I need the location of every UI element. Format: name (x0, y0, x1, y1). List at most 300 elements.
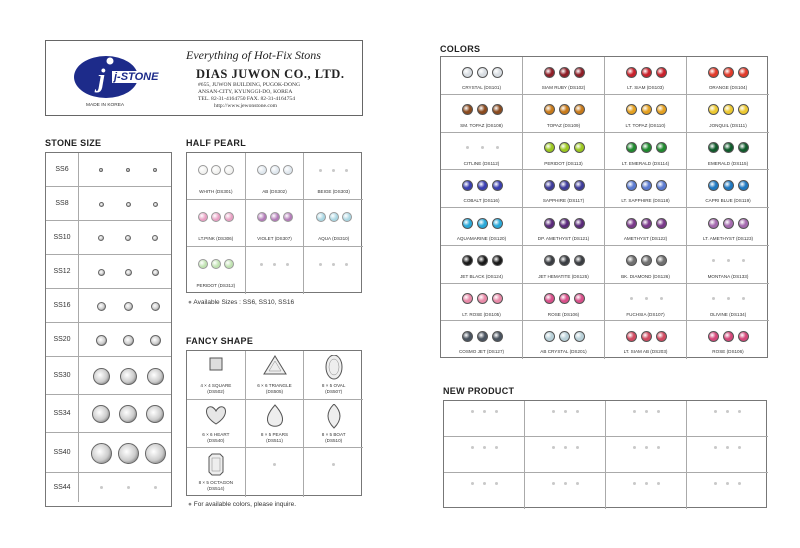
stone-size-title: STONE SIZE (45, 138, 102, 148)
rhinestone-swatch (738, 180, 749, 191)
stone-size-row (46, 323, 171, 357)
fancy-shape-cell (304, 351, 363, 400)
rhinestone-swatch (544, 293, 555, 304)
fancy-shape-code: (DS502) (207, 389, 225, 394)
crystal-stone (97, 302, 106, 311)
fancy-shape-code: (DS505) (265, 389, 284, 394)
placeholder-dot (738, 482, 741, 485)
new-product-cell (606, 437, 687, 473)
half-pearl-label: AB (DS302) (262, 189, 287, 194)
color-label: SAPPHIRE (DS117) (542, 198, 585, 204)
rhinestone-swatch (462, 218, 473, 229)
stone-size-row (46, 433, 171, 473)
placeholder-dot (633, 482, 636, 485)
crystal-stone (126, 168, 130, 172)
rhinestone-swatch (626, 218, 637, 229)
rhinestone-swatch (462, 331, 473, 342)
pearl-swatch (224, 259, 234, 269)
color-label: AMETHYST (DS122) (623, 236, 668, 241)
placeholder-dot (576, 482, 579, 485)
rhinestone-swatch (574, 180, 585, 191)
placeholder-dot (645, 410, 648, 413)
crystal-stone (146, 405, 164, 423)
pearl-swatch (198, 212, 208, 222)
rhinestone-swatch (574, 331, 585, 342)
color-label: LT. ROSE (DS105) (462, 311, 501, 317)
placeholder-dot (483, 410, 486, 413)
rhinestone-swatch (477, 104, 488, 115)
color-swatch-cell (523, 321, 605, 359)
crystal-stone (92, 405, 110, 423)
rhinestone-swatch (544, 142, 555, 153)
half-pearl-cell (304, 153, 363, 200)
placeholder-dot (332, 263, 335, 266)
crystal-stone (125, 235, 131, 241)
rhinestone-swatch (559, 293, 570, 304)
rhinestone-swatch (544, 104, 555, 115)
color-swatch-cell (523, 95, 605, 133)
placeholder-dot (481, 146, 484, 149)
new-product-cell (606, 473, 687, 509)
placeholder-dot (100, 486, 103, 489)
pearl-swatch (211, 212, 221, 222)
placeholder-dot (127, 486, 130, 489)
company-header (45, 40, 363, 116)
pearl-swatch (283, 212, 293, 222)
rhinestone-swatch (626, 180, 637, 191)
rhinestone-swatch (477, 180, 488, 191)
placeholder-dot (633, 410, 636, 413)
fancy-shape-cell (187, 351, 246, 400)
crystal-stone (153, 202, 158, 207)
crystal-stone (151, 302, 160, 311)
crystal-stone (145, 443, 166, 464)
color-swatch-cell (441, 246, 523, 284)
color-swatch-cell (441, 208, 523, 246)
crystal-stone (126, 202, 131, 207)
placeholder-dot (726, 410, 729, 413)
new-product-cell (444, 401, 525, 437)
inquire-text: For available colors, please inquire. (193, 501, 296, 508)
half-pearl-cell (187, 247, 246, 294)
rhinestone-swatch (626, 255, 637, 266)
rhinestone-swatch (723, 104, 734, 115)
color-swatch-cell (687, 208, 769, 246)
crystal-stone (150, 335, 161, 346)
color-label: SIAM RUBY (DS102) (541, 85, 586, 90)
placeholder-dot (471, 446, 474, 449)
color-swatch-cell (605, 246, 687, 284)
stone-size-label: SS44 (46, 473, 79, 502)
fancy-shape-grid (186, 350, 362, 496)
rhinestone-swatch (574, 104, 585, 115)
rhinestone-swatch (574, 67, 585, 78)
new-product-cell (687, 473, 768, 509)
stone-size-row (46, 473, 171, 502)
octagon-icon (198, 452, 234, 482)
new-product-cell (687, 437, 768, 473)
rhinestone-swatch (723, 142, 734, 153)
pearl-swatch (270, 212, 280, 222)
placeholder-dot (712, 259, 715, 262)
heart-icon (198, 404, 234, 434)
rhinestone-swatch (641, 142, 652, 153)
new-product-cell (444, 437, 525, 473)
rhinestone-swatch (492, 218, 503, 229)
rhinestone-swatch (738, 104, 749, 115)
crystal-stone (98, 269, 105, 276)
half-pearl-label: VIOLET (DS307) (257, 236, 292, 241)
rhinestone-swatch (559, 255, 570, 266)
half-pearl-cell (246, 200, 305, 247)
rhinestone-swatch (477, 293, 488, 304)
fancy-shape-code: (DS507) (325, 389, 343, 394)
address-line: ANSAN-CITY, KYUNGGI-DO, KOREA (198, 89, 293, 95)
pearl-swatch (283, 165, 293, 175)
color-swatch-cell (687, 284, 769, 322)
color-label: TOPAZ (DS109) (546, 122, 581, 128)
new-product-title: NEW PRODUCT (443, 386, 515, 396)
fancy-shape-title: FANCY SHAPE (186, 336, 254, 346)
color-label: AB CRYSTAL (DS201) (540, 349, 587, 355)
half-pearl-label: PERIDOT (DS312) (196, 283, 236, 288)
placeholder-dot (471, 410, 474, 413)
rhinestone-swatch (559, 218, 570, 229)
rhinestone-swatch (492, 180, 503, 191)
placeholder-dot (495, 446, 498, 449)
placeholder-dot (726, 482, 729, 485)
pearl-swatch (224, 212, 234, 222)
stone-size-label: SS10 (46, 221, 79, 254)
placeholder-dot (714, 482, 717, 485)
rhinestone-swatch (477, 255, 488, 266)
rhinestone-swatch (708, 67, 719, 78)
color-label: BK. DIAMOND (DS126) (621, 273, 670, 279)
tagline: Everything of Hot-Fix Stons (186, 48, 321, 62)
stone-size-label: SS20 (46, 323, 79, 356)
color-label: LT. AMETHYST (DS123) (702, 236, 754, 241)
pear-icon (257, 404, 293, 434)
color-label: LT. SAPPHIRE (DS118) (621, 198, 670, 204)
color-label: CAPRI BLUE (DS119) (705, 198, 751, 204)
rhinestone-swatch (559, 104, 570, 115)
rhinestone-swatch (492, 331, 503, 342)
half-pearl-cell (304, 247, 363, 294)
color-label: FUCHSIA (DS107) (626, 311, 665, 317)
placeholder-dot (466, 146, 469, 149)
new-product-cell (525, 437, 606, 473)
placeholder-dot (712, 297, 715, 300)
company-name: DIAS JUWON CO., LTD. (196, 67, 345, 81)
crystal-stone (99, 202, 104, 207)
stone-size-label: SS12 (46, 255, 79, 288)
placeholder-dot (319, 263, 322, 266)
rhinestone-swatch (626, 331, 637, 342)
rhinestone-swatch (574, 218, 585, 229)
rhinestone-swatch (574, 255, 585, 266)
color-swatch-cell (441, 133, 523, 171)
website-link[interactable]: http://www.jewonstone.com (214, 103, 278, 109)
color-swatch-cell (605, 133, 687, 171)
placeholder-dot (345, 169, 348, 172)
rhinestone-swatch (656, 331, 667, 342)
rhinestone-swatch (708, 142, 719, 153)
fancy-shape-code: (DS514) (207, 486, 225, 492)
placeholder-dot (332, 463, 335, 466)
color-label: COSMO JET (DS127) (458, 349, 505, 355)
color-swatch-cell (523, 57, 605, 95)
rhinestone-swatch (462, 180, 473, 191)
color-swatch-cell (523, 246, 605, 284)
half-pearl-cell (187, 153, 246, 200)
rhinestone-swatch (462, 67, 473, 78)
fancy-shape-label: 8 × 5 OCTAGON (198, 480, 234, 486)
placeholder-dot (727, 297, 730, 300)
address-line: #655, JUWON BUILDING, PUGOK-DONG (198, 82, 301, 88)
new-product-cell (444, 473, 525, 509)
fancy-shape-cell (246, 448, 305, 497)
fancy-shape-label: 4 × 4 SQUARE (200, 383, 232, 388)
rhinestone-swatch (641, 67, 652, 78)
rhinestone-swatch (656, 104, 667, 115)
rhinestone-swatch (544, 218, 555, 229)
color-label: LT. SIAM AB (DS203) (623, 349, 668, 355)
rhinestone-swatch (559, 180, 570, 191)
placeholder-dot (714, 446, 717, 449)
rhinestone-swatch (656, 255, 667, 266)
square-icon (198, 355, 234, 385)
color-swatch-cell (441, 95, 523, 133)
rhinestone-swatch (544, 331, 555, 342)
fancy-shape-cell (187, 448, 246, 497)
boat-icon (316, 404, 352, 434)
rhinestone-swatch (574, 293, 585, 304)
crystal-stone (125, 269, 132, 276)
color-label: LT. EMERALD (DS114) (621, 160, 670, 166)
rhinestone-swatch (544, 255, 555, 266)
fancy-shape-cell (187, 400, 246, 449)
half-pearl-label: BEIGE (DS303) (317, 189, 350, 194)
new-product-cell (687, 401, 768, 437)
placeholder-dot (495, 482, 498, 485)
fancy-shape-cell (246, 400, 305, 449)
half-pearl-label: WHITH (DS301) (199, 189, 233, 194)
placeholder-dot (273, 463, 276, 466)
new-product-cell (606, 401, 687, 437)
color-swatch-cell (441, 321, 523, 359)
placeholder-dot (630, 297, 633, 300)
rhinestone-swatch (492, 104, 503, 115)
crystal-stone (118, 443, 139, 464)
color-label: LT. SIAM (DS103) (627, 85, 664, 90)
color-swatch-cell (441, 284, 523, 322)
rhinestone-swatch (574, 142, 585, 153)
fancy-shape-label: 8 × 5 BOAT (321, 431, 346, 437)
rhinestone-swatch (656, 180, 667, 191)
stone-size-row (46, 153, 171, 187)
fancy-shape-label: 6 × 6 HEART (202, 431, 230, 437)
crystal-stone (153, 168, 157, 172)
stone-size-row (46, 357, 171, 395)
pearl-swatch (270, 165, 280, 175)
color-label: ROSE (DS106) (712, 349, 744, 355)
color-swatch-cell (687, 57, 769, 95)
color-swatch-cell (605, 321, 687, 359)
placeholder-dot (332, 169, 335, 172)
crystal-stone (98, 235, 104, 241)
placeholder-dot (657, 410, 660, 413)
placeholder-dot (483, 446, 486, 449)
placeholder-dot (645, 446, 648, 449)
rhinestone-swatch (559, 67, 570, 78)
color-label: EMERALD (DS115) (707, 160, 749, 166)
rhinestone-swatch (656, 218, 667, 229)
new-product-cell (525, 473, 606, 509)
fancy-shape-label: 8 × 5 PEARS (260, 431, 289, 437)
rhinestone-swatch (641, 180, 652, 191)
color-label: JET HEMATITE (DS125) (538, 273, 589, 279)
rhinestone-swatch (723, 218, 734, 229)
placeholder-dot (273, 263, 276, 266)
fancy-shape-cell (246, 351, 305, 400)
placeholder-dot (742, 297, 745, 300)
color-label: ROSE (DS106) (547, 311, 580, 317)
phone-fax-line: TEL. 82-31-4164750 FAX. 82-31-4164754 (198, 96, 295, 102)
rhinestone-swatch (708, 331, 719, 342)
crystal-stone (152, 269, 159, 276)
pearl-swatch (211, 259, 221, 269)
half-pearl-cell (187, 200, 246, 247)
placeholder-dot (564, 482, 567, 485)
fancy-shape-code: (DS540) (207, 437, 225, 443)
fancy-shape-label: 6 × 6 TRIANGLE (257, 383, 292, 388)
rhinestone-swatch (641, 331, 652, 342)
new-product-cell (525, 401, 606, 437)
rhinestone-swatch (656, 67, 667, 78)
pearl-swatch (198, 165, 208, 175)
fancy-shape-code: (DS510) (325, 437, 343, 443)
rhinestone-swatch (641, 255, 652, 266)
color-label: JONQUIL (DS111) (709, 122, 747, 128)
color-swatch-cell (441, 57, 523, 95)
placeholder-dot (319, 169, 322, 172)
oval-icon (316, 355, 352, 385)
available-sizes-text: Available Sizes : SS6, SS10, SS16 (193, 299, 295, 306)
color-swatch-cell (523, 133, 605, 171)
half-pearl-title: HALF PEARL (186, 138, 246, 148)
crystal-stone (152, 235, 158, 241)
j-stone-logo (66, 49, 166, 109)
rhinestone-swatch (559, 142, 570, 153)
svg-text:j: j (98, 64, 106, 93)
rhinestone-swatch (626, 142, 637, 153)
stone-size-label: SS6 (46, 153, 79, 186)
color-label: SM. TOPAZ (DS108) (460, 122, 503, 128)
color-swatch-cell (523, 284, 605, 322)
half-pearl-cell (246, 247, 305, 294)
color-swatch-cell (687, 95, 769, 133)
rhinestone-swatch (738, 67, 749, 78)
stone-size-row (46, 187, 171, 221)
color-swatch-cell (605, 95, 687, 133)
color-swatch-cell (523, 170, 605, 208)
crystal-stone (93, 368, 110, 385)
rhinestone-swatch (708, 104, 719, 115)
rhinestone-swatch (641, 218, 652, 229)
pearl-swatch (329, 212, 339, 222)
color-label: AQUAMARINE (DS120) (456, 236, 507, 241)
stone-size-row (46, 221, 171, 255)
color-label: COBALT (DS116) (463, 198, 500, 204)
fancy-shape-note: ● For available colors, please inquire. (188, 501, 296, 508)
placeholder-dot (552, 482, 555, 485)
placeholder-dot (645, 482, 648, 485)
rhinestone-swatch (462, 255, 473, 266)
color-label: CITLINE (DS112) (463, 160, 500, 166)
logo-subtitle: MADE IN KOREA (86, 103, 125, 108)
color-label: DP. AMETHYST (DS121) (537, 236, 590, 241)
half-pearl-cell (246, 153, 305, 200)
pearl-swatch (198, 259, 208, 269)
placeholder-dot (564, 446, 567, 449)
placeholder-dot (483, 482, 486, 485)
placeholder-dot (660, 297, 663, 300)
color-swatch-cell (605, 208, 687, 246)
color-label: MONTANA (DS133) (707, 273, 749, 279)
placeholder-dot (645, 297, 648, 300)
stone-size-row (46, 289, 171, 323)
crystal-stone (120, 368, 137, 385)
rhinestone-swatch (462, 104, 473, 115)
half-pearl-label: AQUA (DS310) (318, 236, 350, 241)
stone-size-label: SS30 (46, 357, 79, 394)
rhinestone-swatch (656, 142, 667, 153)
crystal-stone (99, 168, 103, 172)
pearl-swatch (257, 212, 267, 222)
fancy-shape-cell (304, 448, 363, 497)
placeholder-dot (471, 482, 474, 485)
color-swatch-cell (687, 170, 769, 208)
color-label: CRYSTAL (DS101) (462, 85, 501, 90)
placeholder-dot (496, 146, 499, 149)
placeholder-dot (552, 446, 555, 449)
color-label: OLIVINE (DS134) (709, 311, 747, 317)
placeholder-dot (260, 263, 263, 266)
new-product-grid (443, 400, 767, 508)
placeholder-dot (738, 446, 741, 449)
placeholder-dot (633, 446, 636, 449)
color-swatch-cell (605, 57, 687, 95)
rhinestone-swatch (477, 331, 488, 342)
logo-text: j-STONE (114, 71, 159, 83)
color-swatch-cell (605, 170, 687, 208)
rhinestone-swatch (492, 255, 503, 266)
pearl-swatch (342, 212, 352, 222)
rhinestone-swatch (462, 293, 473, 304)
rhinestone-swatch (723, 180, 734, 191)
color-label: PERIDOT (DS113) (544, 160, 583, 166)
stone-size-label: SS16 (46, 289, 79, 322)
rhinestone-swatch (708, 180, 719, 191)
pearl-swatch (257, 165, 267, 175)
color-label: ORANGE (DS104) (708, 85, 748, 90)
placeholder-dot (154, 486, 157, 489)
placeholder-dot (495, 410, 498, 413)
color-label: JET BLACK (DS124) (460, 273, 503, 279)
rhinestone-swatch (708, 218, 719, 229)
rhinestone-swatch (492, 293, 503, 304)
rhinestone-swatch (544, 180, 555, 191)
